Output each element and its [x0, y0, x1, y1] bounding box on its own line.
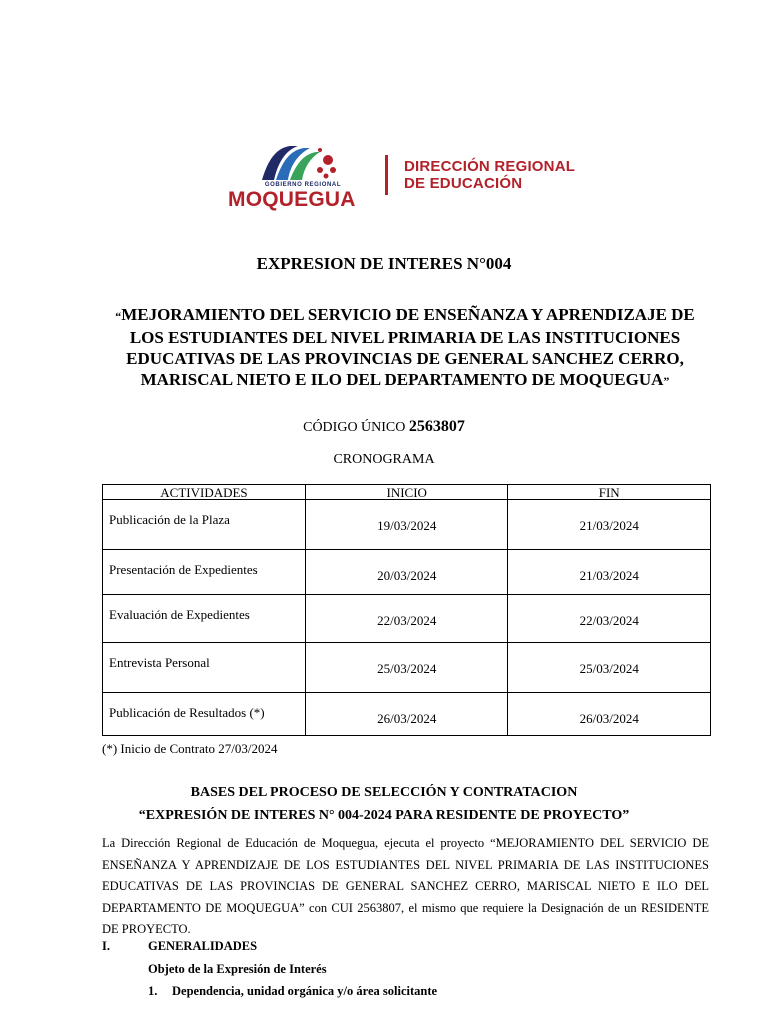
header-activities: ACTIVIDADES — [103, 485, 306, 500]
dre-name — [404, 158, 575, 192]
item-number: 1. — [148, 984, 158, 998]
logo-wordmark: MOQUEGUA — [228, 188, 356, 211]
activity-cell: Publicación de Resultados (*) — [109, 705, 265, 720]
open-quote: “ — [115, 309, 122, 323]
intro-paragraph: La Dirección Regional de Educación de Moquegua, ejecuta el proyecto “MEJORAMIENTO DEL SERVICIO DE ENSEÑANZA Y APRENDIZAJE DE LOS ESTUDIANTES DEL NIVEL PRIMARIA DE LAS INSTITUCIONES EDUCATIVAS DE LAS PROVINCIAS DE GENERAL SANCHEZ CERRO, MARISCAL NIETO E ILO DEL DEPARTAMENTO DE MOQUEGUA” con CUI 2563807, el mismo que requiere la Designación de un RESIDENTE DE PROYECTO. — [102, 836, 709, 936]
schedule-heading: CRONOGRAMA — [333, 452, 435, 467]
contract-note: (*) Inicio de Contrato 27/03/2024 — [102, 741, 278, 756]
bases-title: BASES DEL PROCESO DE SELECCIÓN Y CONTRATACION — [190, 785, 578, 800]
activity-cell: Evaluación de Expedientes — [109, 607, 250, 622]
dre-line-1: DIRECCIÓN REGIONAL — [404, 158, 576, 175]
table-header-row — [103, 485, 711, 500]
code-value: 2563807 — [408, 418, 465, 435]
section-number: I. — [102, 939, 110, 953]
moquegua-logo — [228, 138, 608, 214]
activity-cell: Presentación de Expedientes — [109, 562, 258, 577]
start-date-cell: 25/03/2024 — [377, 661, 437, 676]
table-row — [103, 693, 711, 736]
section-title: GENERALIDADES — [148, 939, 258, 953]
end-date-cell: 22/03/2024 — [579, 613, 639, 628]
header-end: FIN — [508, 485, 711, 500]
close-quote: ” — [663, 374, 670, 388]
activity-cell: Publicación de la Plaza — [109, 512, 230, 527]
end-date-cell: 21/03/2024 — [579, 518, 639, 533]
document-title: EXPRESION DE INTERES N°004 — [256, 254, 512, 273]
end-date-cell: 25/03/2024 — [579, 661, 639, 676]
table-row — [103, 595, 711, 643]
project-text: MEJORAMIENTO DEL SERVICIO DE ENSEÑANZA Y APRENDIZAJE DE LOS ESTUDIANTES DEL NIVEL PRIMARIA DE LAS INSTITUCIONES EDUCATIVAS DE LAS PROVINCIAS DE GENERAL SANCHEZ CERRO, MARISCAL NIETO E ILO DEL DEPARTAMENTO DE MOQUEGUA — [121, 305, 695, 389]
logo-divider — [385, 155, 388, 195]
table-row — [103, 643, 711, 693]
regional-emblem-icon — [258, 140, 340, 186]
end-date-cell: 21/03/2024 — [579, 568, 639, 583]
unique-code — [0, 418, 768, 436]
header-start: INICIO — [305, 485, 508, 500]
item-title: Dependencia, unidad orgánica y/o área solicitante — [172, 984, 438, 998]
start-date-cell: 26/03/2024 — [377, 711, 437, 726]
table-row — [103, 500, 711, 550]
start-date-cell: 20/03/2024 — [377, 568, 437, 583]
activity-cell: Entrevista Personal — [109, 655, 210, 670]
table-row — [103, 550, 711, 595]
section-subtitle: Objeto de la Expresión de Interés — [148, 962, 327, 976]
schedule-table — [102, 484, 711, 736]
code-label: CÓDIGO ÚNICO — [303, 420, 406, 435]
start-date-cell: 19/03/2024 — [377, 518, 437, 533]
bases-subtitle: “EXPRESIÓN DE INTERES N° 004-2024 PARA RESIDENTE DE PROYECTO” — [138, 808, 630, 823]
start-date-cell: 22/03/2024 — [377, 613, 437, 628]
project-name — [100, 304, 710, 392]
end-date-cell: 26/03/2024 — [579, 711, 639, 726]
logo-subtitle: GOBIERNO REGIONAL — [264, 182, 342, 188]
dre-line-2: DE EDUCACIÓN — [404, 175, 523, 192]
